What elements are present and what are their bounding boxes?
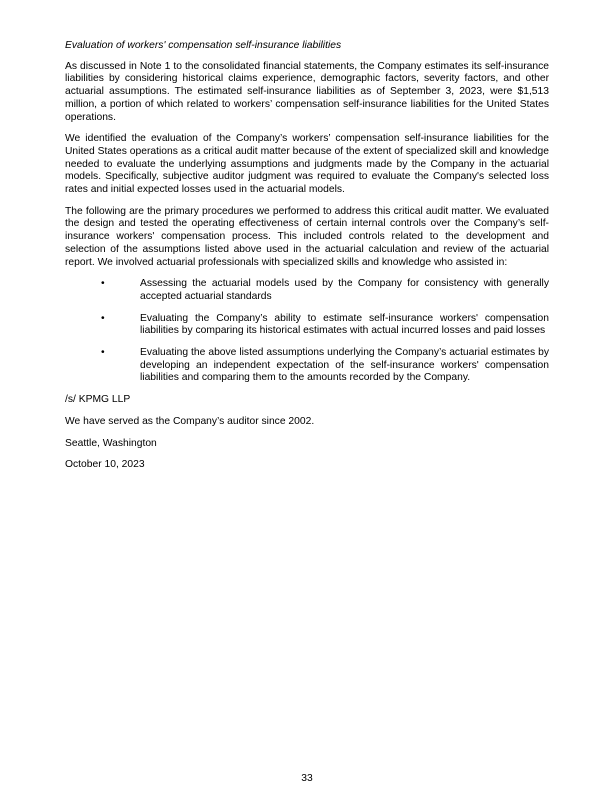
bullet-icon: • [101,312,105,324]
paragraph-primary-procedures: The following are the primary procedures we performed to address this critical audit matter. We evaluated the design and tested the operating effectiveness of certain internal controls over the Company’s self-insurance workers' compensation process. This included controls related to the development and selection of the assumptions listed above used in the actuarial calculation and review of the actuarial report. We involved actuarial professionals with specialized skills and knowledge who assisted in: [65,205,549,268]
document-body [65,40,549,481]
list-item [65,278,549,303]
paragraph-critical-audit-matter: We identified the evaluation of the Company’s workers’ compensation self-insurance liabilities for the United States operations as a critical audit matter because of the extent of specialized skill and knowledge needed to evaluate the underlying assumptions and judgments made by the Company in the actuarial models. Specifically, subjective auditor judgment was required to evaluate the Company's selected loss rates and initial expected losses used in the actuarial models. [65,133,549,196]
signature: /s/ KPMG LLP [65,394,131,406]
auditor-since: We have served as the Company’s auditor since 2002. [65,415,315,427]
list-item-text: Evaluating the Company’s ability to estimate self-insurance workers' compensation liabilities by comparing its historical estimates with actual incurred losses and paid losses [140,312,549,337]
list-item [65,313,549,338]
bullet-icon: • [101,347,105,359]
procedures-list [65,278,549,385]
list-item-text: Assessing the actuarial models used by the Company for consistency with generally accepted actuarial standards [140,278,549,302]
list-item [65,347,549,385]
page-number: 33 [301,773,313,784]
section-heading: Evaluation of workers' compensation self-insurance liabilities [65,40,342,51]
location: Seattle, Washington [65,437,157,449]
paragraph-note-1: As discussed in Note 1 to the consolidated financial statements, the Company estimates its self-insurance liabilities by considering historical claims experience, demographic factors, severity factors, and other actuarial assumptions. The estimated self-insurance liabilities as of September 3, 2023, were $1,513 million, a portion of which related to workers’ compensation self-insurance liabilities for the United States operations. [65,60,549,123]
list-item-text: Evaluating the above listed assumptions underlying the Company’s actuarial estimates by developing an independent expectation of the self-insurance workers' compensation liabilities and comparing them to the amounts recorded by the Company. [140,347,549,384]
bullet-icon: • [101,278,105,290]
report-date: October 10, 2023 [65,459,145,471]
